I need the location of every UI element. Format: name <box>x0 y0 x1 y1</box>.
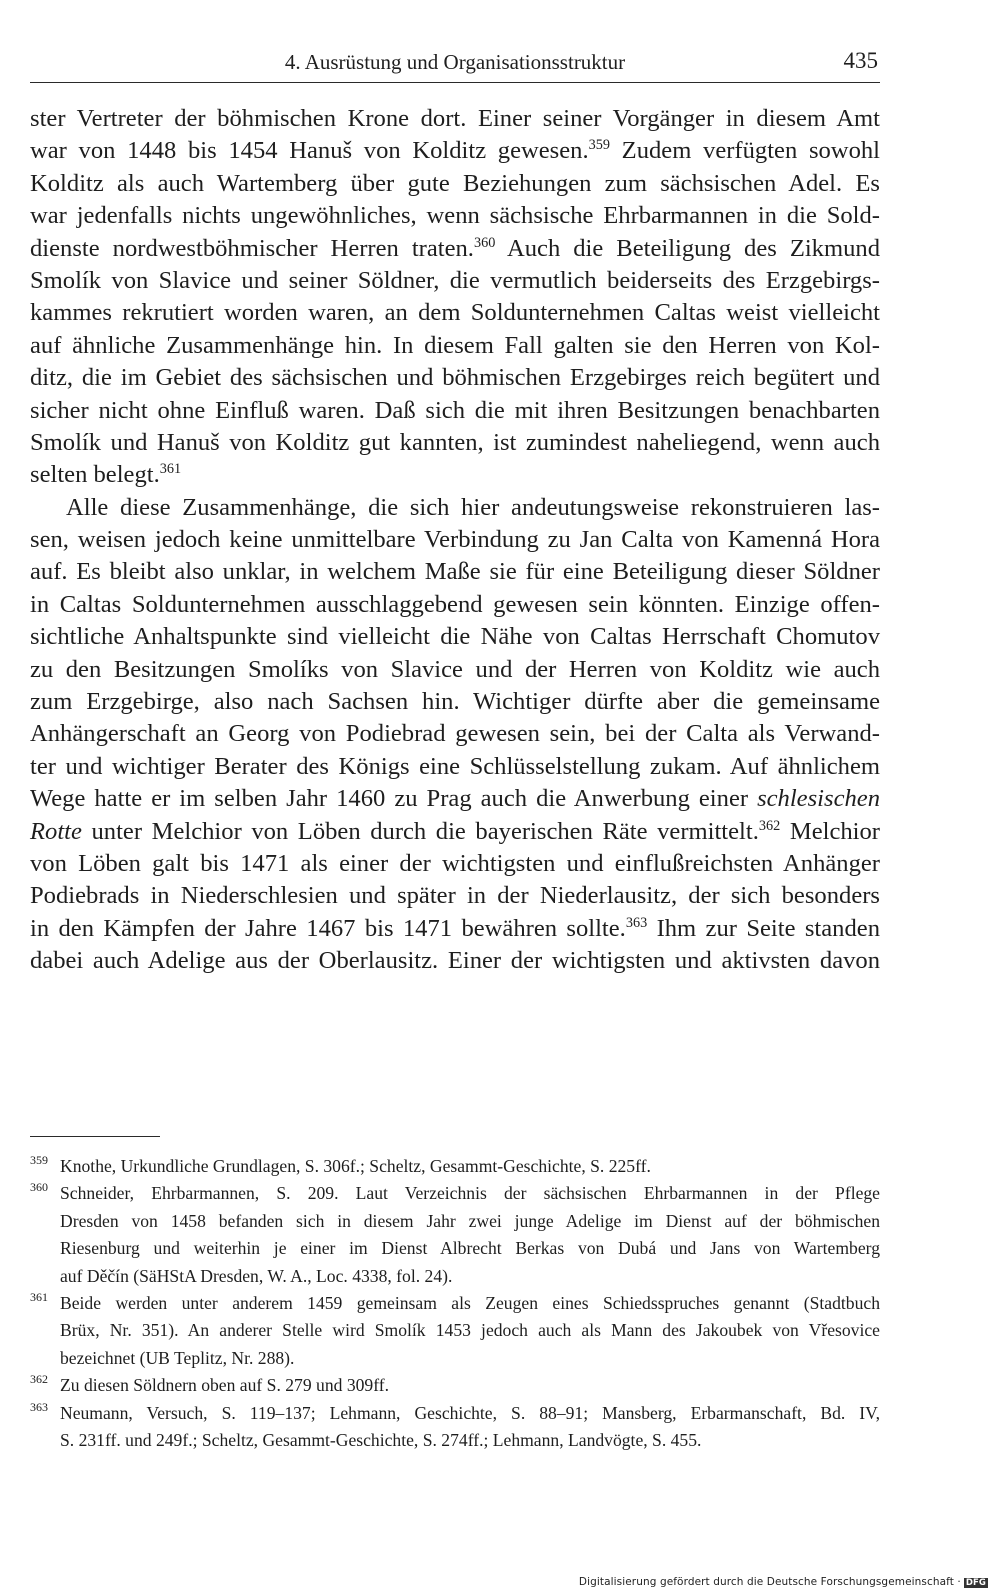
footnote-363 <box>30 1400 880 1455</box>
text-line: Alle diese Zusammenhänge, die sich hier andeutungsweise rekonstruieren las- <box>66 493 880 521</box>
text-line: sicher nicht ohne Einfluß waren. Daß sich die mit ihren Besitzungen benachbarten <box>30 396 880 424</box>
italic-term: Rotte <box>30 817 82 845</box>
footnote-line: S. 231ff. und 249f.; Scheltz, Gesammt-Geschichte, S. 274ff.; Lehmann, Landvögte, S. 455. <box>60 1430 702 1451</box>
footnote-line: Zu diesen Söldnern oben auf S. 279 und 309ff. <box>60 1375 390 1396</box>
text-line: Smolík von Slavice und seiner Söldner, die vermutlich beiderseits des Erzgebirgs- <box>30 266 880 294</box>
footnote-361 <box>30 1290 880 1372</box>
text-line: in den Kämpfen der Jahre 1467 bis 1471 bewähren sollte.$^{363}$ Ihm zur Seite standen <box>30 914 880 942</box>
footnote-ref[interactable]: 362 <box>758 817 781 834</box>
text-line: war von 1448 bis 1454 Hanuš von Kolditz gewesen.$^{359}$ Zudem verfügten sowohl <box>30 137 880 165</box>
footnote-line: Brüx, Nr. 351). An anderer Stelle wird Smolík 1453 jedoch auch als Mann des Jakoubek von Vřesovice <box>60 1320 880 1341</box>
footnote-line: bezeichnet (UB Teplitz, Nr. 288). <box>60 1347 295 1368</box>
text-line: Kolditz als auch Wartemberg über gute Beziehungen zum sächsischen Adel. Es <box>30 169 880 197</box>
running-title: 4. Ausrüstung und Organisationsstruktur <box>284 50 626 74</box>
footnote-line: Dresden von 1458 befanden sich in diesem Jahr zwei junge Adelige im Dienst auf der böhmischen <box>60 1210 880 1231</box>
text-line: Anhängerschaft an Georg von Podiebrad gewesen sein, bei der Calta als Verwand- <box>30 720 880 748</box>
text-line: ster Vertreter der böhmischen Krone dort. Einer seiner Vorgänger in diesem Amt <box>30 105 880 132</box>
text-line: war jedenfalls nichts ungewöhnliches, wenn sächsische Ehrbarmannen in die Sold- <box>30 202 880 230</box>
text-line: selten belegt.$^{361}$ <box>30 461 182 489</box>
footnote-ref[interactable]: 360 <box>473 234 496 251</box>
footnote-line: Neumann, Versuch, S. 119–137; Lehmann, Geschichte, S. 88–91; Mansberg, Erbarmanschaft, Bd. IV, <box>60 1402 880 1423</box>
text-line: Smolík und Hanuš von Kolditz gut kannten, ist zumindest naheliegend, wenn auch <box>30 428 880 456</box>
footnote-ref[interactable]: 359 <box>588 137 610 154</box>
footnote-line: auf Děčín (SäHStA Dresden, W. A., Loc. 4338, fol. 24). <box>60 1265 453 1286</box>
text-line: ter und wichtiger Berater des Königs eine Schlüsselstellung zukam. Auf ähnlichem <box>30 752 880 780</box>
footnotes <box>30 1153 880 1454</box>
footnote-separator <box>30 1136 160 1137</box>
text-line: kammes rekrutiert worden waren, an dem Soldunternehmen Caltas weist vielleicht <box>30 299 880 327</box>
text-line: Wege hatte er im selben Jahr 1460 zu Prag auch die Anwerbung einer schlesischen <box>30 785 880 813</box>
footnote-line: Riesenburg und weiterhin je einer im Dienst Albrecht Berkas von Dubá und Jans von Wartemberg <box>60 1238 880 1259</box>
footnote-number: 363 <box>30 1399 48 1414</box>
footnote-362 <box>30 1372 880 1399</box>
footnote-360 <box>30 1180 880 1290</box>
text-line: von Löben galt bis 1471 als einer der wichtigsten und einflußreichsten Anhänger <box>30 849 880 877</box>
credit-text: Digitalisierung gefördert durch die Deutsche Forschungsgemeinschaft · <box>578 1576 961 1588</box>
text-line: zum Erzgebirge, also nach Sachsen hin. Wichtiger dürfte aber die gemeinsame <box>30 688 880 716</box>
text-line: sichtliche Anhaltspunkte sind vielleicht die Nähe von Caltas Herrschaft Chomutov <box>30 623 880 651</box>
italic-term: schlesischen <box>757 785 880 813</box>
text-line: auf ähnliche Zusammenhänge hin. In diesem Fall galten sie den Herren von Kol- <box>30 331 880 359</box>
text-line: sen, weisen jedoch keine unmittelbare Verbindung zu Jan Calta von Kamenná Hora <box>30 526 880 554</box>
footnote-359 <box>30 1153 880 1180</box>
text-line: Podiebrads in Niederschlesien und später in der Niederlausitz, der sich besonders <box>30 882 880 910</box>
dfg-logo: DFG <box>965 1578 986 1588</box>
footnote-line: Beide werden unter anderem 1459 gemeinsam als Zeugen eines Schiedsspruches genannt (Stadtbuch <box>60 1293 880 1314</box>
footnote-number: 360 <box>30 1180 48 1195</box>
running-header <box>30 46 880 83</box>
text-line: auf. Es bleibt also unklar, in welchem Maße sie für eine Beteiligung dieser Söldner <box>30 558 880 586</box>
page-number: 435 <box>843 48 878 73</box>
text-line: ditz, die im Gebiet des sächsischen und böhmischen Erzgebirges reich begütert und <box>30 364 880 392</box>
footnote-line: Schneider, Ehrbarmannen, S. 209. Laut Verzeichnis der sächsischen Ehrbarmannen in der Pflege <box>60 1183 880 1204</box>
footnote-line: Knothe, Urkundliche Grundlagen, S. 306f.; Scheltz, Gesammt-Geschichte, S. 225ff. <box>60 1156 651 1176</box>
text-line: dabei auch Adelige aus der Oberlausitz. Einer der wichtigsten und aktivsten davon <box>30 947 880 975</box>
main-text <box>30 103 880 978</box>
text-line: zu den Besitzungen Smolíks von Slavice und der Herren von Kolditz wie auch <box>30 655 880 683</box>
text-line: Rotte unter Melchior von Löben durch die bayerischen Räte vermittelt.$^{362}$ Melchior <box>30 817 880 845</box>
footnote-number: 361 <box>30 1290 48 1305</box>
digitization-credit <box>579 1576 988 1588</box>
footnote-ref[interactable]: 363 <box>625 914 648 931</box>
text-line: dienste nordwestböhmischer Herren traten.$^{360}$ Auch die Beteiligung des Zikmund <box>30 234 880 262</box>
footnote-number: 359 <box>30 1153 48 1167</box>
text-line: in Caltas Soldunternehmen ausschlaggebend gewesen sein könnten. Einzige offen- <box>30 590 880 618</box>
footnote-ref[interactable]: 361 <box>159 461 182 478</box>
footnote-number: 362 <box>30 1372 48 1387</box>
